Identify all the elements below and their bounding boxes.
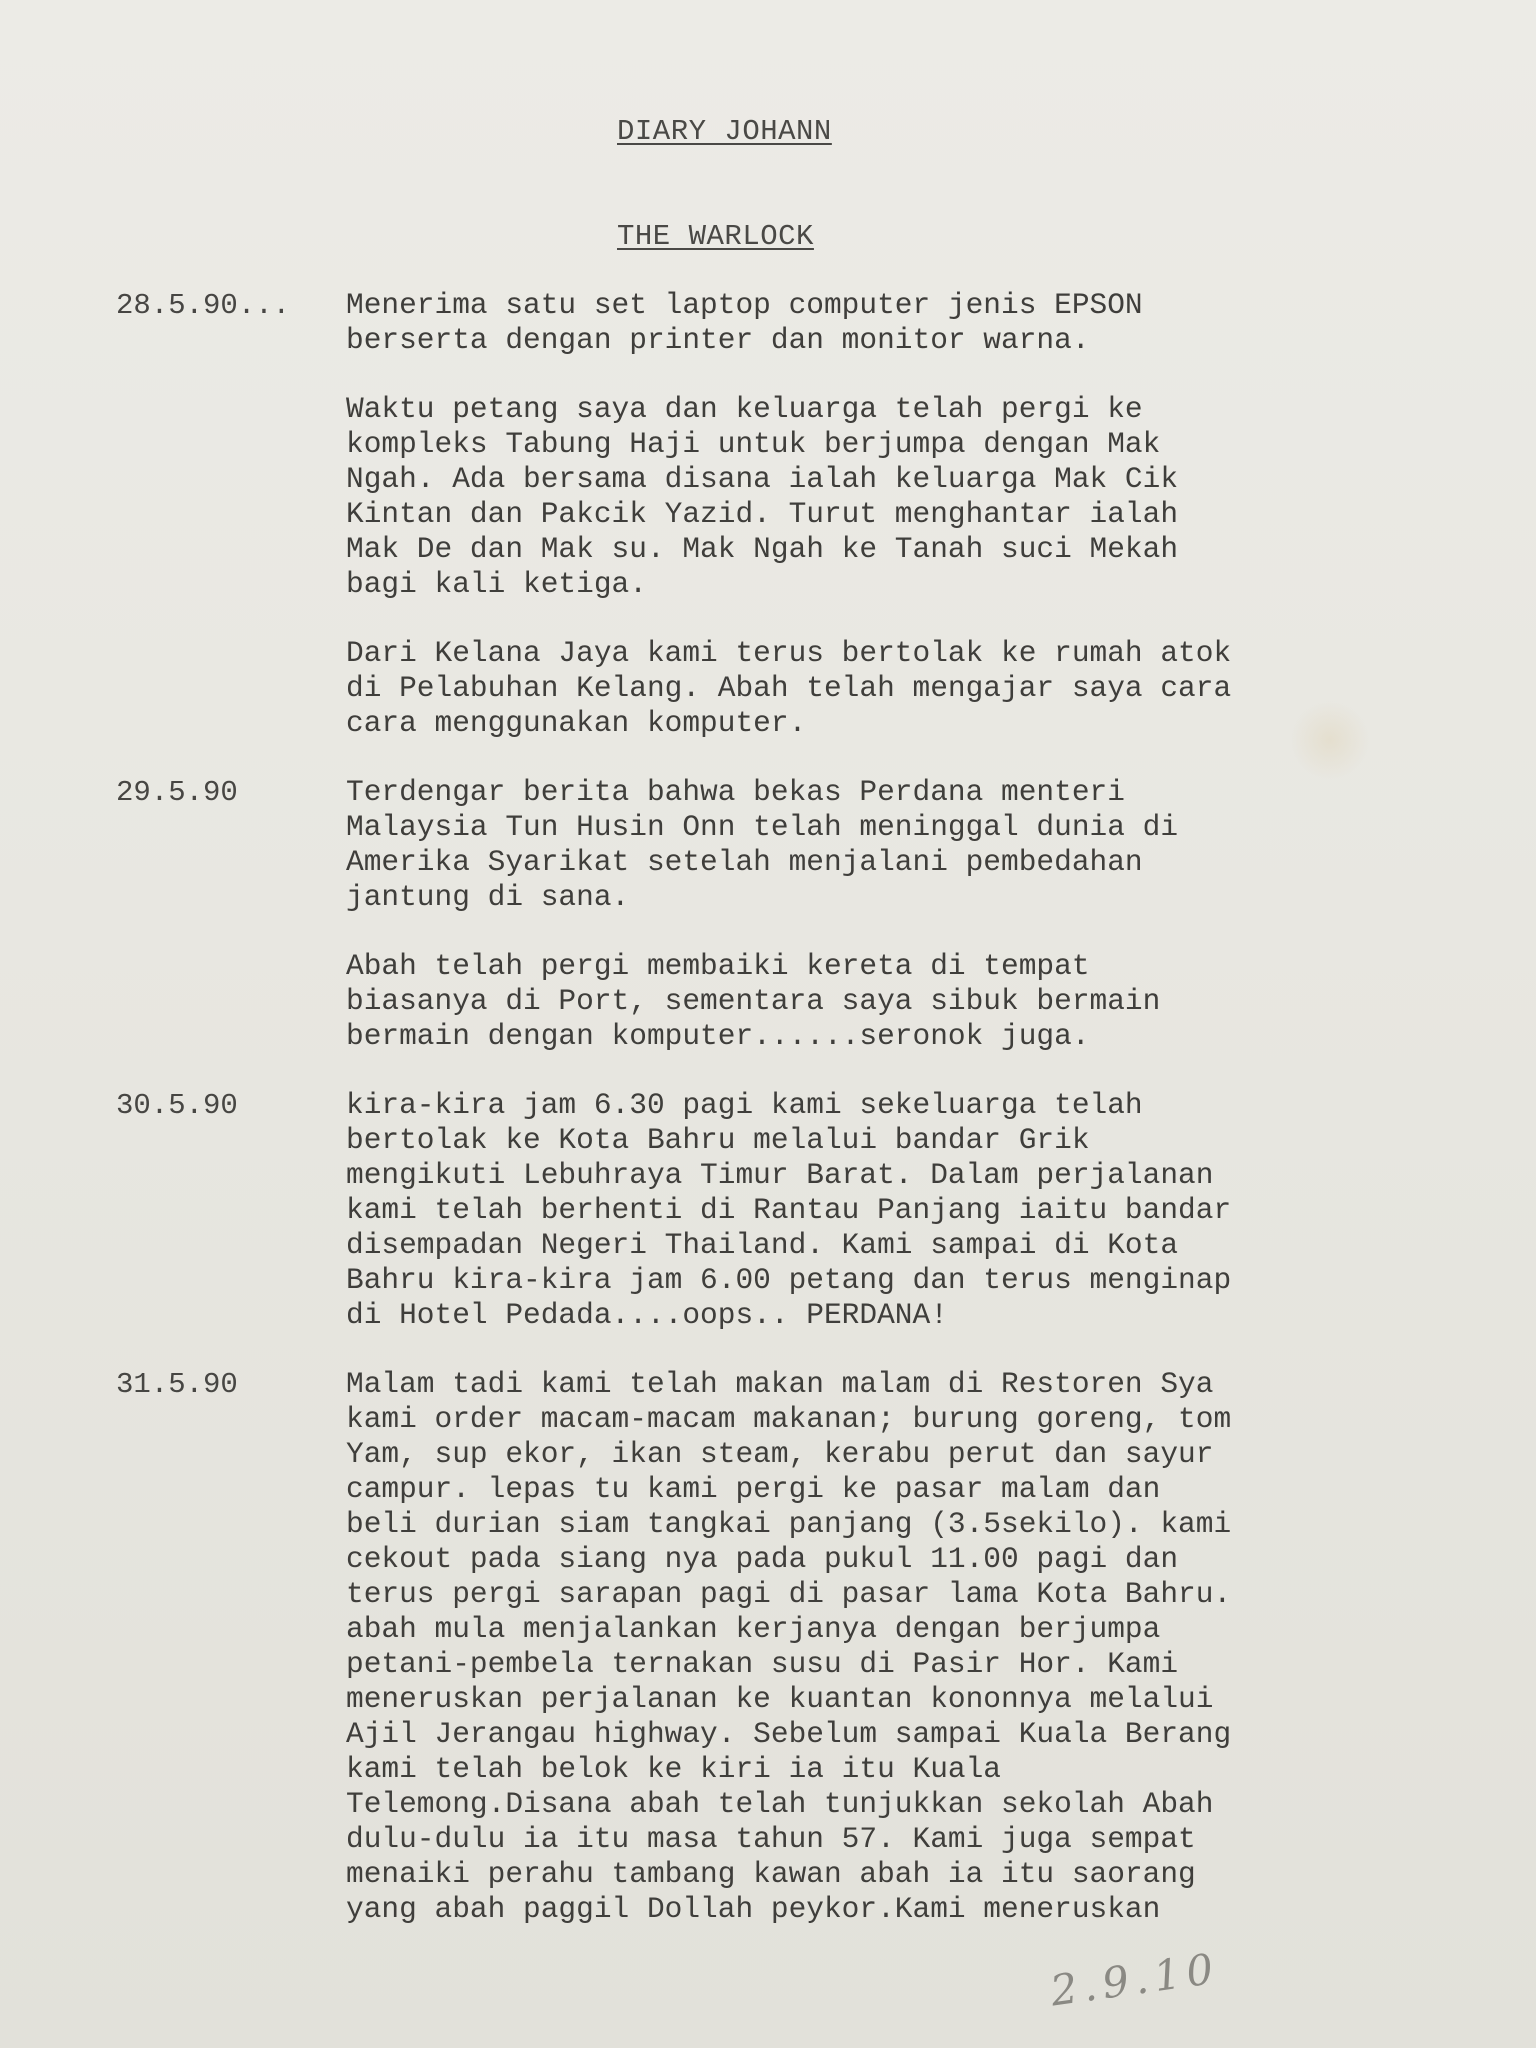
diary-entries — [116, 288, 1416, 1961]
entry-paragraph: Malam tadi kami telah makan malam di Restoren Sya kami order macam-macam makanan; burung goreng, tom Yam, sup ekor, ikan steam, kerabu perut dan sayur campur. lepas tu kami pergi ke pasar malam dan beli durian siam tangkai panjang (3.5sekilo). kami cekout pada siang nya pada pukul 11.00 pagi dan terus pergi sarapan pagi di pasar lama Kota Bahru. abah mula menjalankan kerjanya dengan berjumpa petani-pembela ternakan susu di Pasir Hor. Kami meneruskan perjalanan ke kuantan kononnya melalui Ajil Jerangau highway. Sebelum sampai Kuala Berang kami telah belok ke kiri ia itu Kuala Telemong.Disana abah telah tunjukkan sekolah Abah dulu-dulu ia itu masa tahun 57. Kami juga sempat menaiki perahu tambang kawan abah ia itu saorang yang abah paggil Dollah peykor.Kami meneruskan — [346, 1367, 1232, 1926]
entry-date: 28.5.90... — [116, 289, 291, 322]
entry-body — [346, 288, 1406, 741]
entry-paragraph: Menerima satu set laptop computer jenis EPSON berserta dengan printer dan monitor warna. — [346, 288, 1143, 357]
entry-paragraph: Abah telah pergi membaiki kereta di tempat biasanya di Port, sementara saya sibuk bermain bermain dengan komputer......seronok juga. — [346, 949, 1161, 1053]
title-line-2: THE WARLOCK — [617, 220, 814, 253]
entry-paragraph: Terdengar berita bahwa bekas Perdana menteri Malaysia Tun Husin Onn telah meninggal dunia di Amerika Syarikat setelah menjalani pembedahan jantung di sana. — [346, 775, 1179, 914]
entry-date: 31.5.90 — [116, 1368, 238, 1401]
diary-entry-31-5-90 — [116, 1367, 1416, 1927]
title-line-1: DIARY JOHANN — [617, 115, 832, 148]
entry-paragraph: Waktu petang saya dan keluarga telah pergi ke kompleks Tabung Haji untuk berjumpa dengan Mak Ngah. Ada bersama disana ialah keluarga Mak Cik Kintan dan Pakcik Yazid. Turut menghantar ialah Mak De dan Mak su. Mak Ngah ke Tanah suci Mekah bagi kali ketiga. — [346, 392, 1179, 601]
entry-date: 30.5.90 — [116, 1089, 238, 1122]
diary-entry-30-5-90 — [116, 1088, 1416, 1333]
diary-entry-29-5-90 — [116, 775, 1416, 1054]
diary-entry-28-5-90 — [116, 288, 1416, 741]
entry-body — [346, 775, 1406, 1054]
diary-title — [617, 44, 832, 324]
entry-paragraph: Dari Kelana Jaya kami terus bertolak ke rumah atok di Pelabuhan Kelang. Abah telah mengajar saya cara cara menggunakan komputer. — [346, 636, 1232, 740]
entry-date: 29.5.90 — [116, 776, 238, 809]
handwritten-note: 2.9.10 — [1047, 1943, 1223, 2016]
entry-paragraph: kira-kira jam 6.30 pagi kami sekeluarga telah bertolak ke Kota Bahru melalui bandar Grik mengikuti Lebuhraya Timur Barat. Dalam perjalanan kami telah berhenti di Rantau Panjang iaitu bandar disempadan Negeri Thailand. Kami sampai di Kota Bahru kira-kira jam 6.00 petang dan terus menginap di Hotel Pedada....oops.. PERDANA! — [346, 1088, 1232, 1332]
entry-body — [346, 1088, 1406, 1333]
entry-body — [346, 1367, 1406, 1927]
